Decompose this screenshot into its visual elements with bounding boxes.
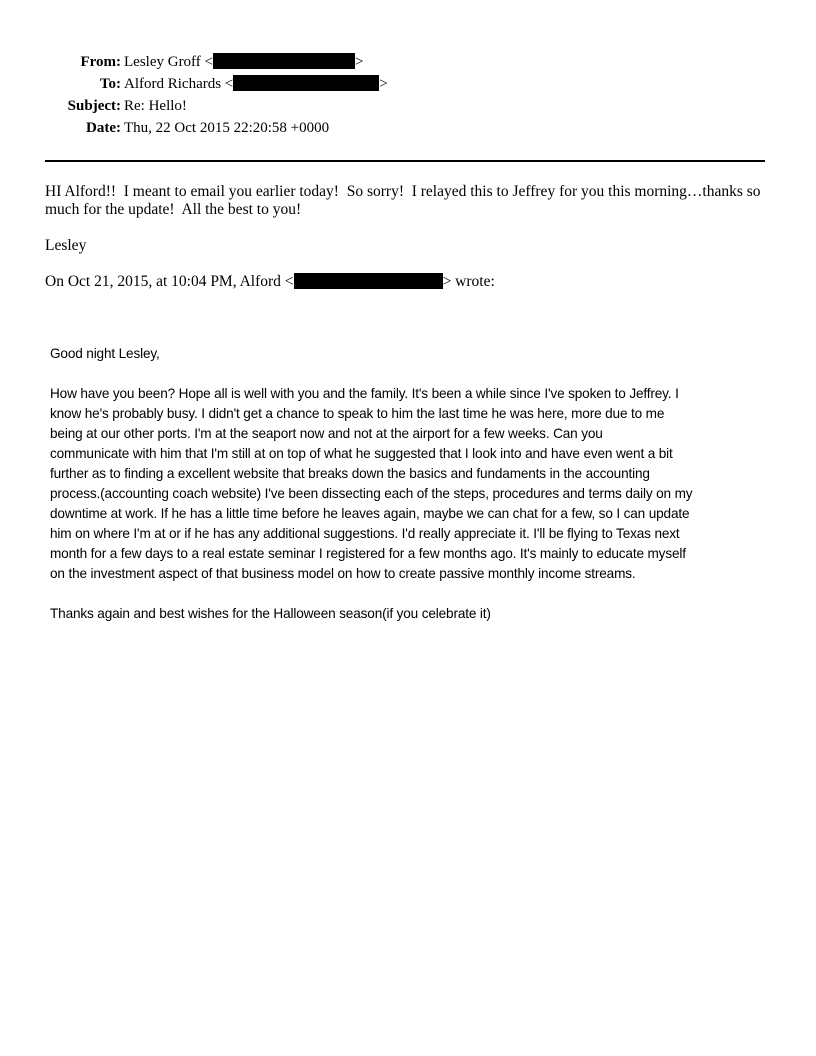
from-close: >: [355, 54, 364, 70]
paragraph-line: How have you been? Hope all is well with you and the family. It's been a while since I've spoken to Jeffrey. I: [50, 386, 679, 401]
paragraph-line: communicate with him that I'm still at on top of what he suggested that I look into and have even went a bit: [50, 446, 673, 461]
paragraph-line: being at our other ports. I'm at the seaport now and not at the airport for a few weeks. Can you: [50, 426, 603, 441]
redaction-box: [233, 75, 379, 91]
date-value: Thu, 22 Oct 2015 22:20:58 +0000: [124, 120, 330, 136]
reply-signature: Lesley: [45, 237, 87, 254]
subject-value: Re: Hello!: [124, 98, 187, 114]
paragraph-line: process.(accounting coach website) I've been dissecting each of the steps, procedures and terms daily on my: [50, 486, 693, 501]
paragraph-line: on the investment aspect of that business model on how to create passive monthly income streams.: [50, 566, 636, 581]
reply-body: HI Alford!! I meant to email you earlier today! So sorry! I relayed this to Jeffrey for you this morning…thanks so much for the update! All the best to you!: [45, 183, 765, 218]
quoted-closing: Thanks again and best wishes for the Halloween season(if you celebrate it): [50, 606, 491, 621]
paragraph-line: downtime at work. If he has a little time before he leaves again, maybe we can chat for a few, so I can update: [50, 506, 690, 521]
quote-intro: [45, 273, 769, 291]
header-divider: [45, 160, 765, 162]
to-name: Alford Richards <: [124, 76, 234, 92]
quoted-greeting: Good night Lesley,: [50, 346, 160, 361]
paragraph-line: know he's probably busy. I didn't get a chance to speak to him the last time he was here, more due to me: [50, 406, 665, 421]
subject-label: Subject:: [67, 98, 121, 114]
from-value: [124, 52, 363, 72]
paragraph-line: him on where I'm at or if he has any additional suggestions. I'd really appreciate it. I'll be flying to Texas next: [50, 526, 680, 541]
from-label: From:: [80, 54, 121, 70]
quote-intro-text: On Oct 21, 2015, at 10:04 PM, Alford <: [45, 273, 294, 290]
from-name: Lesley Groff <: [124, 54, 213, 70]
to-value: [124, 74, 388, 94]
redaction-box: [213, 53, 355, 69]
date-label: Date:: [86, 120, 121, 136]
to-label: To:: [99, 76, 121, 92]
redaction-box: [294, 273, 443, 289]
paragraph-line: further as to finding a excellent website that breaks down the basics and fundaments in the accounting: [50, 466, 650, 481]
to-close: >: [379, 76, 388, 92]
quote-intro-end: > wrote:: [442, 273, 495, 290]
paragraph-line: month for a few days to a real estate seminar I registered for a few months ago. It's mainly to educate myself: [50, 546, 686, 561]
quoted-paragraph: [50, 384, 770, 584]
